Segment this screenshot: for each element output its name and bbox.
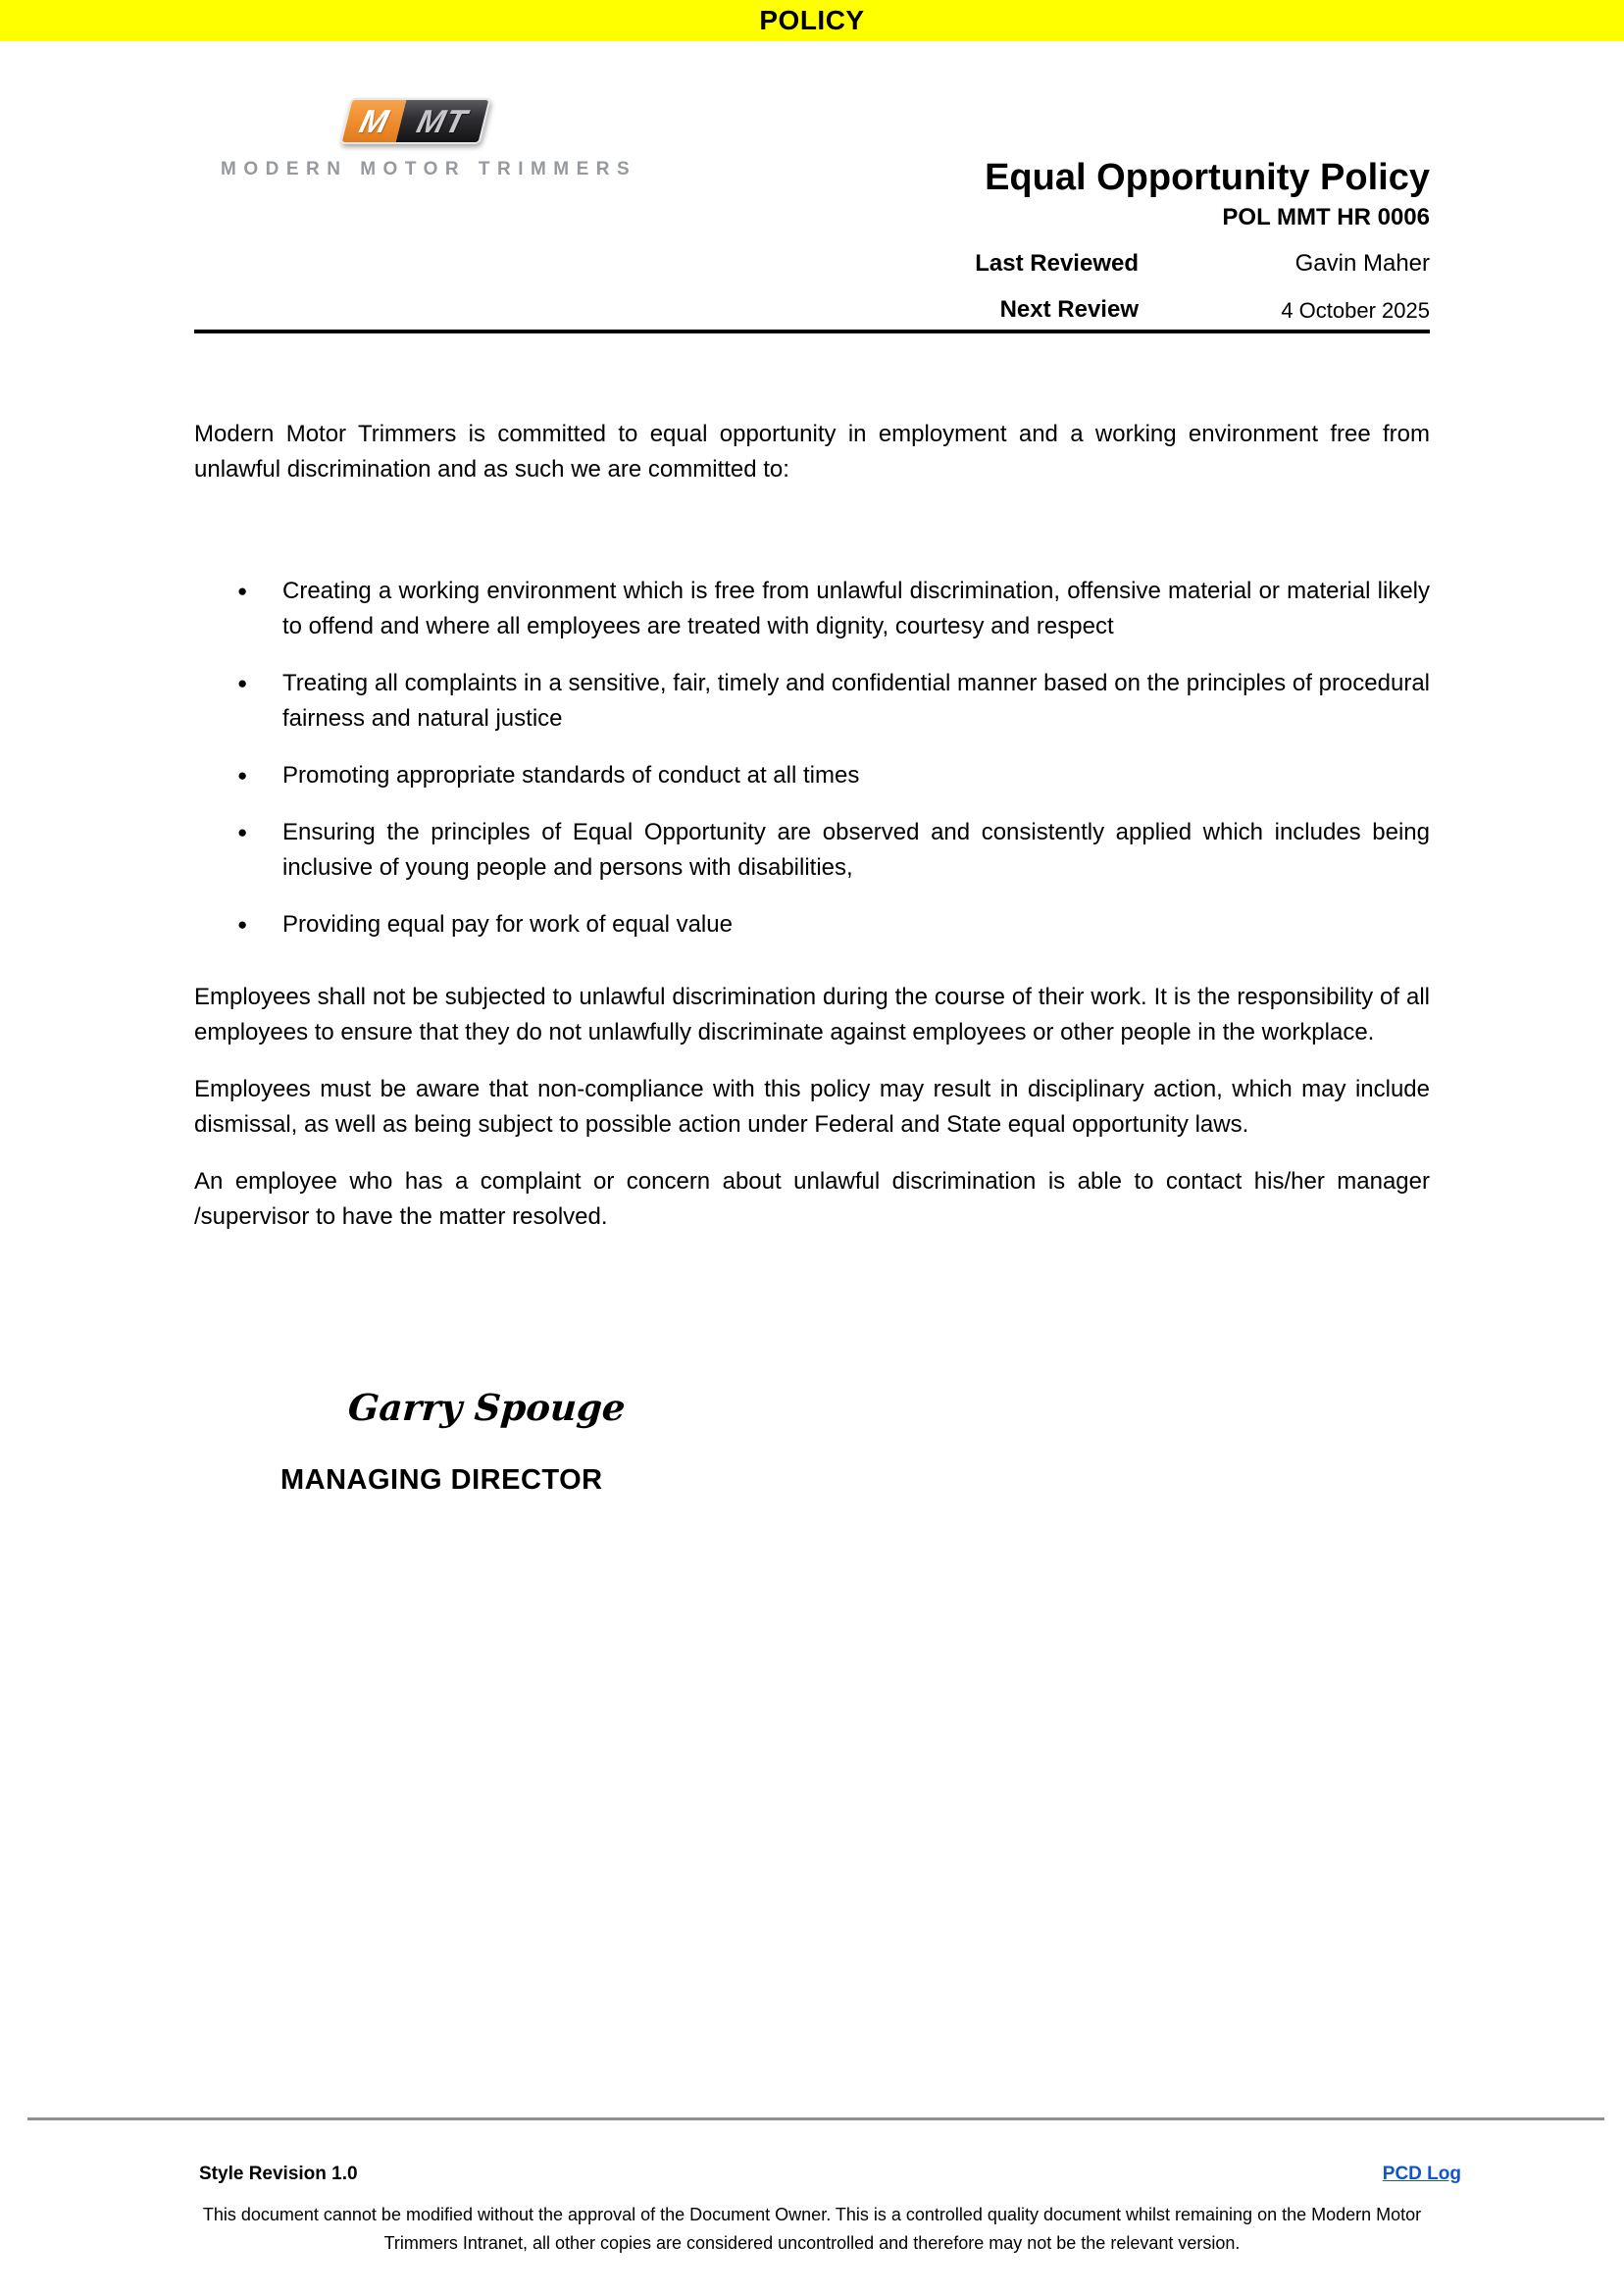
- logo-wordmark: MODERN MOTOR TRIMMERS: [221, 159, 637, 179]
- bullet-icon: ●: [237, 582, 248, 600]
- list-item: [194, 815, 1430, 886]
- signatory-title: MANAGING DIRECTOR: [280, 1464, 603, 1496]
- header-divider: [194, 330, 1430, 333]
- footer-divider: [27, 2117, 1604, 2120]
- company-logo: [221, 98, 637, 180]
- document-body: [0, 417, 1624, 1498]
- list-item: [194, 574, 1430, 644]
- document-code: POL MMT HR 0006: [1222, 204, 1430, 230]
- list-item: [194, 758, 1430, 793]
- bullet-icon: ●: [237, 915, 248, 934]
- list-item-text: Treating all complaints in a sensitive, fair, timely and confidential manner based on the principles of procedural fairness and natural justice: [282, 670, 1430, 732]
- pcd-log-link[interactable]: PCD Log: [1382, 2164, 1461, 2184]
- page-footer: [0, 2117, 1624, 2294]
- body-paragraph: An employee who has a complaint or concern about unlawful discrimination is able to contact his/her manager /supervisor to have the matter resolved.: [194, 1168, 1430, 1230]
- style-revision: Style Revision 1.0: [199, 2164, 358, 2184]
- list-item-text: Providing equal pay for work of equal value: [282, 911, 733, 938]
- bullet-icon: ●: [237, 823, 248, 841]
- document-header: [0, 41, 1624, 333]
- list-item: [194, 907, 1430, 943]
- list-item: [194, 666, 1430, 737]
- policy-banner: [0, 0, 1624, 41]
- next-review-value: 4 October 2025: [1281, 298, 1430, 323]
- last-reviewed-value: Gavin Maher: [1294, 250, 1430, 277]
- bullet-icon: ●: [237, 674, 248, 692]
- mmt-logo-badge: [339, 98, 491, 144]
- signature: Garry Spouge: [346, 1386, 628, 1429]
- last-reviewed-label: Last Reviewed: [975, 250, 1139, 277]
- list-item-text: Ensuring the principles of Equal Opportunity are observed and consistently applied which includes being inclusive of young people and persons with disabilities,: [282, 819, 1430, 881]
- list-item-text: Creating a working environment which is free from unlawful discrimination, offensive material or material likely to offend and where all employees are treated with dignity, courtesy and respect: [282, 578, 1430, 639]
- body-paragraph: Employees shall not be subjected to unlawful discrimination during the course of their work. It is the responsibility of all employees to ensure that they do not unlawfully discriminate against employees or other people in the workplace.: [194, 984, 1430, 1045]
- policy-banner-label: POLICY: [759, 5, 865, 35]
- intro-paragraph: Modern Motor Trimmers is committed to equal opportunity in employment and a working environment free from unlawful discrimination and as such we are committed to:: [194, 421, 1430, 483]
- list-item-text: Promoting appropriate standards of conduct at all times: [282, 762, 860, 789]
- logo-m-icon: M: [341, 100, 406, 142]
- bullet-icon: ●: [237, 766, 248, 785]
- page-title: Equal Opportunity Policy: [985, 157, 1430, 198]
- footer-disclaimer: This document cannot be modified without the approval of the Document Owner. This is a controlled quality document whilst remaining on the Modern Motor Trimmers Intranet, all other copies are considered uncontrolled and therefore may not be the relevant version.: [202, 2205, 1422, 2253]
- policy-commitments-list: [194, 574, 1430, 943]
- body-paragraph: Employees must be aware that non-compliance with this policy may result in disciplinary action, which may include dismissal, as well as being subject to possible action under Federal and State equal opportunity laws.: [194, 1076, 1430, 1138]
- next-review-label: Next Review: [999, 296, 1139, 323]
- document-meta: [881, 204, 1430, 342]
- logo-mt-icon: MT: [395, 100, 488, 142]
